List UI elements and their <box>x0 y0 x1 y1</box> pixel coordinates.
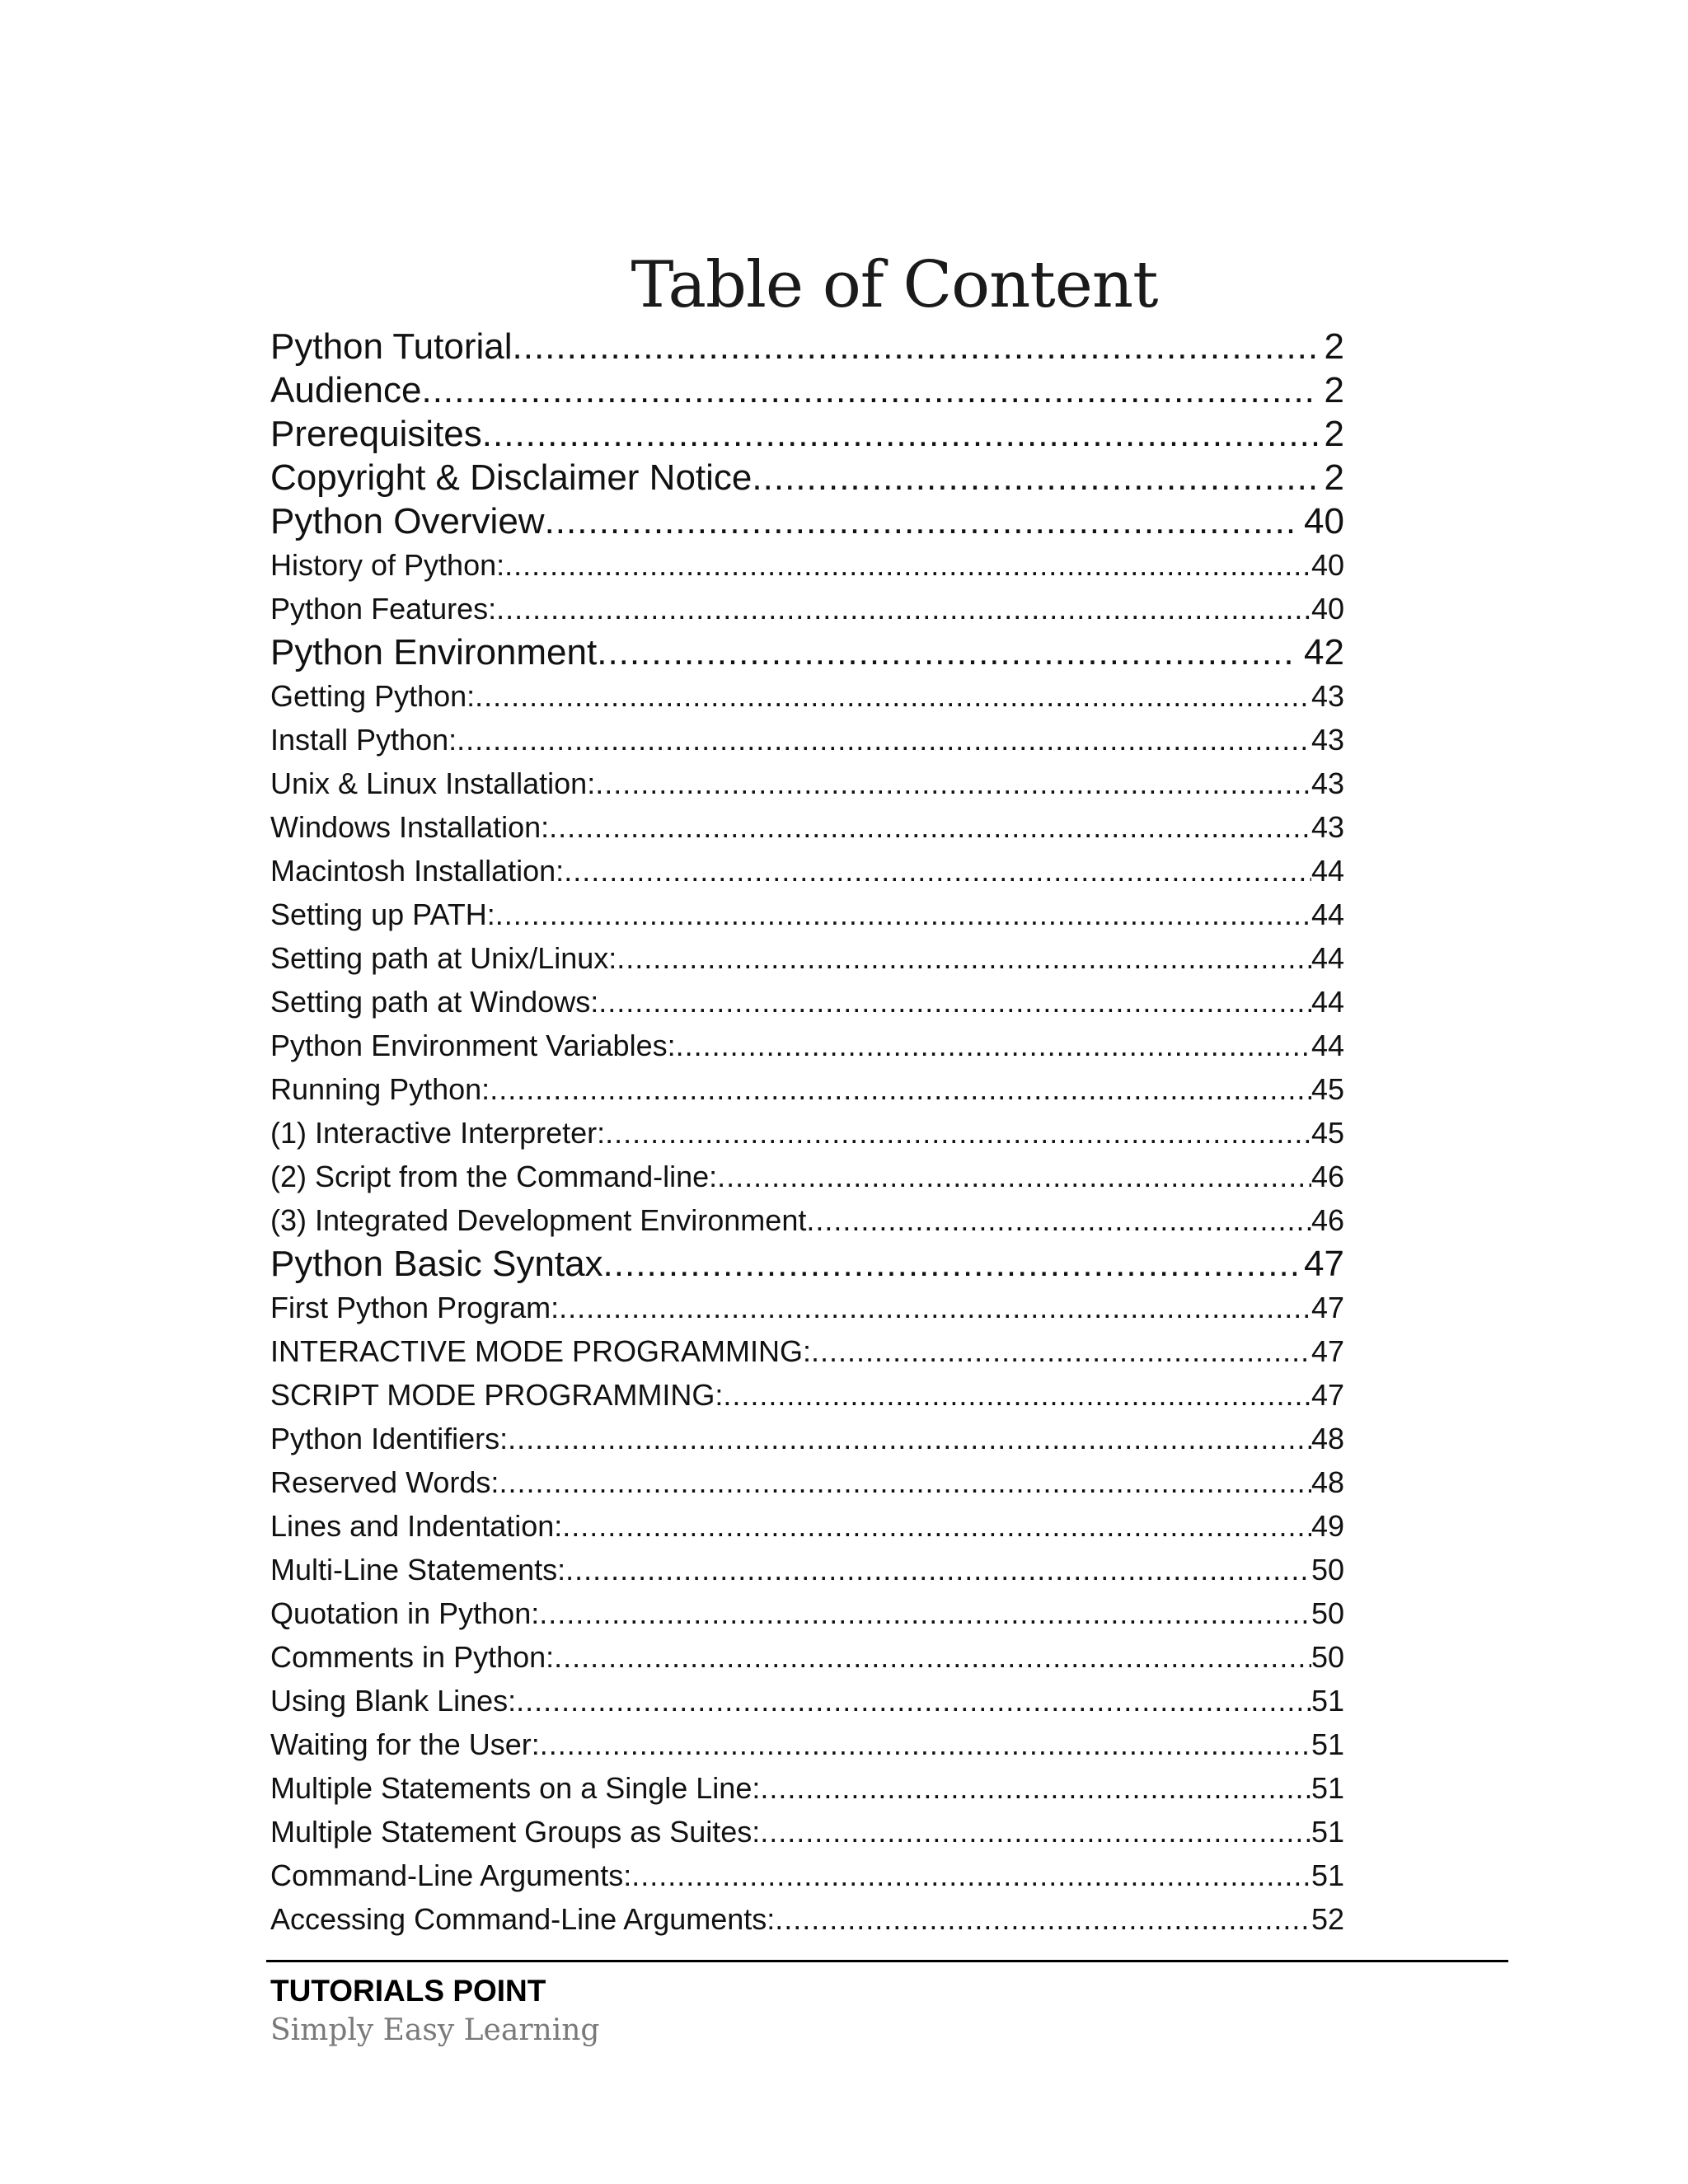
toc-entry-label: Reserved Words: <box>270 1465 499 1499</box>
toc-entry-label: Waiting for the User: <box>270 1727 540 1761</box>
toc-page-number: 2 <box>1324 370 1344 410</box>
table-of-contents <box>270 325 1344 1941</box>
toc-subsection-entry[interactable] <box>270 718 1344 762</box>
toc-page-number: 43 <box>1311 766 1344 800</box>
toc-dot-leader <box>513 325 1318 368</box>
toc-page-number: 42 <box>1304 632 1344 673</box>
toc-entry-label: Multiple Statements on a Single Line: <box>270 1771 761 1805</box>
toc-section-entry[interactable] <box>270 1242 1344 1286</box>
toc-subsection-entry[interactable] <box>270 980 1344 1024</box>
toc-subsection-entry[interactable] <box>270 1766 1344 1810</box>
toc-entry-label: Multiple Statement Groups as Suites: <box>270 1815 761 1849</box>
toc-subsection-entry[interactable] <box>270 1460 1344 1504</box>
toc-section-entry[interactable] <box>270 630 1344 674</box>
toc-dot-leader <box>549 805 1311 849</box>
toc-dot-leader <box>562 1504 1311 1548</box>
toc-page-number: 46 <box>1311 1160 1344 1193</box>
toc-page-number: 43 <box>1311 679 1344 713</box>
toc-entry-label: INTERACTIVE MODE PROGRAMMING: <box>270 1334 812 1368</box>
toc-dot-leader <box>723 1373 1311 1417</box>
toc-subsection-entry[interactable] <box>270 674 1344 718</box>
toc-subsection-entry[interactable] <box>270 1373 1344 1417</box>
toc-entry-label: Macintosh Installation: <box>270 854 565 888</box>
toc-subsection-entry[interactable] <box>270 1286 1344 1329</box>
toc-entry-label: Setting up PATH: <box>270 898 495 931</box>
toc-page-number: 44 <box>1311 985 1344 1019</box>
footer-tagline: Simply Easy Learning <box>270 2013 600 2047</box>
toc-dot-leader <box>752 456 1317 499</box>
toc-dot-leader <box>475 674 1311 718</box>
toc-entry-label: Copyright & Disclaimer Notice <box>270 457 753 498</box>
toc-dot-leader <box>421 368 1317 412</box>
toc-page-number: 51 <box>1311 1815 1344 1849</box>
toc-page-number: 45 <box>1311 1116 1344 1150</box>
toc-dot-leader <box>508 1417 1311 1460</box>
toc-page-number: 2 <box>1324 326 1344 367</box>
toc-dot-leader <box>545 499 1297 543</box>
toc-section-entry[interactable] <box>270 412 1344 456</box>
toc-page-number: 2 <box>1324 414 1344 454</box>
toc-entry-label: Python Overview <box>270 501 545 541</box>
toc-entry-label: Running Python: <box>270 1072 490 1106</box>
toc-section-entry[interactable] <box>270 325 1344 368</box>
toc-dot-leader <box>539 1591 1311 1635</box>
toc-dot-leader <box>565 1548 1311 1591</box>
toc-dot-leader <box>564 849 1311 893</box>
toc-subsection-entry[interactable] <box>270 936 1344 980</box>
toc-dot-leader <box>760 1810 1311 1854</box>
toc-entry-label: (2) Script from the Command-line: <box>270 1160 718 1193</box>
toc-dot-leader <box>504 543 1311 587</box>
toc-page-number: 51 <box>1311 1684 1344 1718</box>
toc-page-number: 51 <box>1311 1727 1344 1761</box>
toc-entry-label: Getting Python: <box>270 679 476 713</box>
toc-subsection-entry[interactable] <box>270 587 1344 630</box>
toc-dot-leader <box>760 1766 1311 1810</box>
toc-subsection-entry[interactable] <box>270 1548 1344 1591</box>
toc-page-number: 47 <box>1311 1378 1344 1412</box>
toc-dot-leader <box>516 1679 1311 1722</box>
toc-page-number: 50 <box>1311 1596 1344 1630</box>
toc-subsection-entry[interactable] <box>270 1591 1344 1635</box>
toc-subsection-entry[interactable] <box>270 1504 1344 1548</box>
toc-dot-leader <box>490 1067 1311 1111</box>
toc-page-number: 2 <box>1324 457 1344 498</box>
toc-subsection-entry[interactable] <box>270 1155 1344 1198</box>
toc-dot-leader <box>676 1024 1311 1067</box>
toc-page-number: 46 <box>1311 1203 1344 1237</box>
toc-page-number: 51 <box>1311 1771 1344 1805</box>
toc-subsection-entry[interactable] <box>270 1679 1344 1722</box>
toc-entry-label: SCRIPT MODE PROGRAMMING: <box>270 1378 724 1412</box>
toc-subsection-entry[interactable] <box>270 1635 1344 1679</box>
toc-dot-leader <box>597 630 1297 674</box>
toc-subsection-entry[interactable] <box>270 1810 1344 1854</box>
toc-page-number: 48 <box>1311 1422 1344 1455</box>
toc-subsection-entry[interactable] <box>270 805 1344 849</box>
toc-dot-leader <box>605 1111 1311 1155</box>
toc-entry-label: Python Environment Variables: <box>270 1029 676 1062</box>
toc-dot-leader <box>595 762 1311 805</box>
toc-entry-label: First Python Program: <box>270 1291 560 1324</box>
toc-page-number: 47 <box>1311 1291 1344 1324</box>
toc-dot-leader <box>598 980 1311 1024</box>
toc-entry-label: Windows Installation: <box>270 810 550 844</box>
toc-page-number: 44 <box>1311 1029 1344 1062</box>
page-title: Table of Content <box>631 248 1158 322</box>
toc-dot-leader <box>540 1722 1311 1766</box>
toc-entry-label: (1) Interactive Interpreter: <box>270 1116 606 1150</box>
toc-dot-leader <box>811 1329 1311 1373</box>
toc-page-number: 43 <box>1311 810 1344 844</box>
toc-subsection-entry[interactable] <box>270 1722 1344 1766</box>
toc-dot-leader <box>631 1854 1311 1897</box>
toc-subsection-entry[interactable] <box>270 1897 1344 1941</box>
footer-brand: TUTORIALS POINT <box>270 1974 546 2008</box>
toc-subsection-entry[interactable] <box>270 543 1344 587</box>
toc-dot-leader <box>775 1897 1311 1941</box>
toc-entry-label: Setting path at Unix/Linux: <box>270 941 617 975</box>
toc-entry-label: Python Identifiers: <box>270 1422 509 1455</box>
toc-entry-label: Using Blank Lines: <box>270 1684 517 1718</box>
toc-subsection-entry[interactable] <box>270 893 1344 936</box>
toc-page-number: 50 <box>1311 1553 1344 1586</box>
toc-dot-leader <box>499 1460 1311 1504</box>
toc-subsection-entry[interactable] <box>270 1111 1344 1155</box>
toc-page-number: 44 <box>1311 941 1344 975</box>
toc-page-number: 44 <box>1311 898 1344 931</box>
toc-entry-label: Setting path at Windows: <box>270 985 599 1019</box>
toc-entry-label: Python Environment <box>270 632 598 673</box>
toc-page-number: 48 <box>1311 1465 1344 1499</box>
toc-page-number: 40 <box>1304 501 1344 541</box>
toc-entry-label: Comments in Python: <box>270 1640 555 1674</box>
toc-section-entry[interactable] <box>270 368 1344 412</box>
toc-subsection-entry[interactable] <box>270 1198 1344 1242</box>
toc-entry-label: Python Basic Syntax <box>270 1244 603 1284</box>
toc-page-number: 47 <box>1304 1244 1344 1284</box>
toc-page-number: 47 <box>1311 1334 1344 1368</box>
toc-dot-leader <box>554 1635 1311 1679</box>
toc-subsection-entry[interactable] <box>270 1417 1344 1460</box>
toc-page-number: 50 <box>1311 1640 1344 1674</box>
toc-entry-label: History of Python: <box>270 548 505 582</box>
toc-page-number: 45 <box>1311 1072 1344 1106</box>
toc-subsection-entry[interactable] <box>270 1329 1344 1373</box>
toc-dot-leader <box>806 1198 1311 1242</box>
toc-entry-label: Lines and Indentation: <box>270 1509 563 1543</box>
toc-subsection-entry[interactable] <box>270 1024 1344 1067</box>
toc-page-number: 40 <box>1311 548 1344 582</box>
toc-entry-label: Unix & Linux Installation: <box>270 766 596 800</box>
toc-dot-leader <box>617 936 1311 980</box>
toc-entry-label: Python Features: <box>270 592 497 626</box>
toc-dot-leader <box>717 1155 1311 1198</box>
toc-dot-leader <box>495 893 1311 936</box>
toc-subsection-entry[interactable] <box>270 762 1344 805</box>
toc-entry-label: Command-Line Arguments: <box>270 1858 632 1892</box>
footer-divider <box>266 1960 1508 1962</box>
toc-entry-label: (3) Integrated Development Environment <box>270 1203 807 1237</box>
toc-dot-leader <box>457 718 1311 762</box>
toc-page-number: 51 <box>1311 1858 1344 1892</box>
toc-page-number: 44 <box>1311 854 1344 888</box>
toc-entry-label: Quotation in Python: <box>270 1596 540 1630</box>
toc-entry-label: Prerequisites <box>270 414 482 454</box>
toc-subsection-entry[interactable] <box>270 1854 1344 1897</box>
toc-entry-label: Install Python: <box>270 723 457 757</box>
toc-page-number: 40 <box>1311 592 1344 626</box>
toc-entry-label: Multi-Line Statements: <box>270 1553 566 1586</box>
toc-subsection-entry[interactable] <box>270 1067 1344 1111</box>
toc-section-entry[interactable] <box>270 456 1344 499</box>
toc-entry-label: Python Tutorial <box>270 326 513 367</box>
toc-dot-leader <box>482 412 1318 456</box>
toc-page-number: 49 <box>1311 1509 1344 1543</box>
toc-section-entry[interactable] <box>270 499 1344 543</box>
toc-dot-leader <box>559 1286 1311 1329</box>
toc-dot-leader <box>603 1242 1298 1286</box>
toc-entry-label: Accessing Command-Line Arguments: <box>270 1902 776 1936</box>
toc-entry-label: Audience <box>270 370 422 410</box>
toc-page-number: 52 <box>1311 1902 1344 1936</box>
toc-page-number: 43 <box>1311 723 1344 757</box>
toc-dot-leader <box>496 587 1311 630</box>
toc-subsection-entry[interactable] <box>270 849 1344 893</box>
